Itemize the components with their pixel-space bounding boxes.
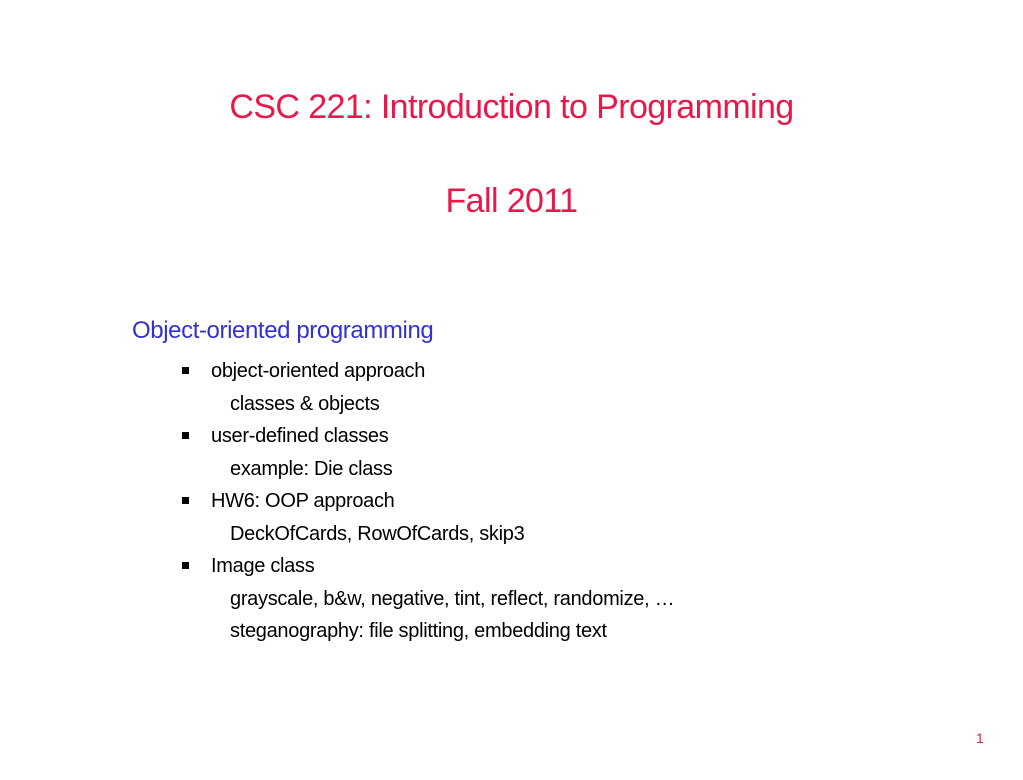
list-item [182,421,882,454]
list-item-label: HW6: OOP approach [211,490,395,512]
list-subitem-text: DeckOfCards, RowOfCards, skip3 [230,522,525,545]
page-number: 1 [976,730,984,746]
list-item-label: user-defined classes [211,425,389,447]
list-subitem [182,584,882,617]
list-subitem [182,519,882,552]
list-item [182,486,882,519]
list-item-label: Image class [211,555,315,577]
square-bullet-icon [182,562,189,569]
list-subitem [182,389,882,422]
list-subitem-text: classes & objects [230,392,380,415]
list-subitem-text: example: Die class [230,457,393,480]
square-bullet-icon [182,432,189,439]
square-bullet-icon [182,497,189,504]
list-subitem-text: steganography: file splitting, embedding text [230,620,607,642]
list-subitem [182,454,882,487]
list-item [182,551,882,584]
slide-title: CSC 221: Introduction to Programming [229,88,794,126]
section-heading: Object-oriented programming [132,317,434,344]
list-item [182,356,882,389]
list-item-label: object-oriented approach [211,360,426,382]
square-bullet-icon [182,367,189,374]
list-subitem-text: grayscale, b&w, negative, tint, reflect, randomize, … [230,587,675,610]
list-subitem [182,616,882,649]
outline-list [182,356,882,649]
slide-subtitle: Fall 2011 [445,182,578,220]
